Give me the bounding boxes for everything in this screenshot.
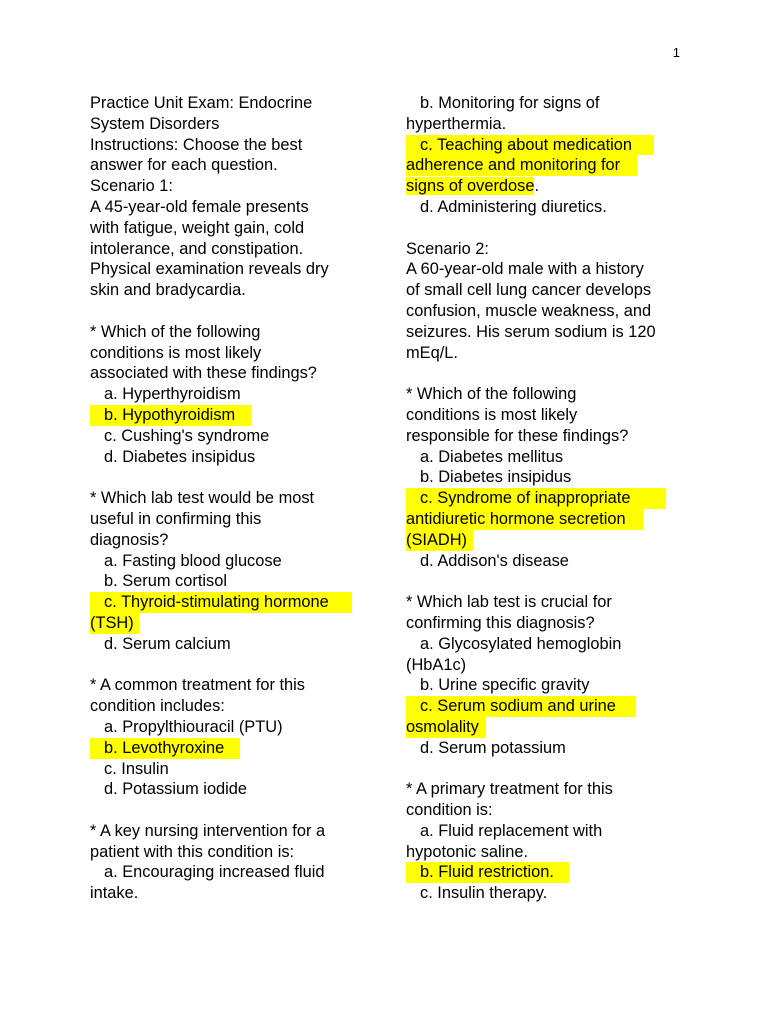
instructions-cont: answer for each question. bbox=[90, 156, 278, 175]
scenario-1-text: with fatigue, weight gain, cold bbox=[90, 218, 305, 237]
q4-option-c-highlighted-cont: adherence and monitoring for bbox=[406, 155, 637, 176]
q4-option-b-cont: hyperthermia. bbox=[406, 114, 507, 133]
q6-option-b: b. Urine specific gravity bbox=[420, 676, 590, 695]
question-1-stem: conditions is most likely bbox=[90, 343, 262, 362]
question-6-stem: confirming this diagnosis? bbox=[406, 613, 595, 632]
scenario-2-text: seizures. His serum sodium is 120 bbox=[406, 322, 656, 341]
q1-option-c: c. Cushing's syndrome bbox=[104, 426, 270, 445]
q1-option-d: d. Diabetes insipidus bbox=[104, 447, 256, 466]
q7-option-c: c. Insulin therapy. bbox=[420, 884, 548, 903]
scenario-1-label: Scenario 1: bbox=[90, 177, 173, 196]
question-5-stem: conditions is most likely bbox=[406, 405, 578, 424]
question-2-stem: useful in confirming this bbox=[90, 509, 262, 528]
q3-option-b-highlighted: b. Levothyroxine bbox=[90, 738, 240, 759]
q4-option-d: d. Administering diuretics. bbox=[420, 197, 607, 216]
q4-option-c-highlighted: c. Teaching about medication bbox=[406, 135, 654, 156]
question-4-stem: patient with this condition is: bbox=[90, 842, 295, 861]
q5-option-c-highlighted: c. Syndrome of inappropriate bbox=[406, 488, 666, 509]
q4-option-b: b. Monitoring for signs of bbox=[420, 94, 600, 112]
q5-option-a: a. Diabetes mellitus bbox=[420, 447, 564, 466]
scenario-1-text: intolerance, and constipation. bbox=[90, 239, 304, 258]
q6-option-a-cont: (HbA1c) bbox=[406, 655, 467, 674]
question-4-stem: * A key nursing intervention for a bbox=[90, 821, 326, 840]
q6-option-c-highlighted-cont: osmolality bbox=[406, 717, 486, 738]
scenario-1-text: Physical examination reveals dry bbox=[90, 260, 329, 279]
question-3-stem: condition includes: bbox=[90, 697, 225, 716]
q4-option-a-cont: intake. bbox=[90, 884, 139, 903]
q4-option-a: a. Encouraging increased fluid bbox=[104, 863, 325, 882]
question-2-stem: diagnosis? bbox=[90, 530, 169, 549]
q2-option-c-highlighted-cont: (TSH) bbox=[90, 613, 139, 634]
question-2-stem: * Which lab test would be most bbox=[90, 489, 315, 508]
left-column bbox=[90, 93, 370, 904]
instructions: Instructions: Choose the best bbox=[90, 135, 303, 154]
q2-option-c-highlighted: c. Thyroid-stimulating hormone bbox=[90, 592, 352, 613]
scenario-1-text: skin and bradycardia. bbox=[90, 281, 246, 300]
scenario-2-text: confusion, muscle weakness, and bbox=[406, 301, 652, 320]
q4-option-c-cont: signs of overdose. bbox=[406, 177, 540, 196]
q2-option-d: d. Serum calcium bbox=[104, 634, 231, 653]
q3-option-d: d. Potassium iodide bbox=[104, 780, 248, 799]
q5-option-d: d. Addison's disease bbox=[420, 551, 569, 570]
scenario-2-label: Scenario 2: bbox=[406, 239, 489, 258]
q7-option-a: a. Fluid replacement with bbox=[420, 821, 603, 840]
question-5-stem: responsible for these findings? bbox=[406, 426, 629, 445]
q3-option-c: c. Insulin bbox=[104, 759, 169, 778]
scenario-2-text: mEq/L. bbox=[406, 343, 458, 362]
question-7-stem: * A primary treatment for this bbox=[406, 780, 613, 799]
q5-option-c-highlighted-end: (SIADH) bbox=[406, 530, 473, 551]
right-column bbox=[406, 93, 686, 904]
q4-option-c-highlighted-end: signs of overdose bbox=[406, 177, 535, 196]
scenario-1-text: A 45-year-old female presents bbox=[90, 197, 309, 216]
question-7-stem: condition is: bbox=[406, 801, 493, 820]
q6-option-c-highlighted: c. Serum sodium and urine bbox=[406, 696, 636, 717]
question-3-stem: * A common treatment for this bbox=[90, 676, 305, 695]
q1-option-b-highlighted: b. Hypothyroidism bbox=[90, 405, 251, 426]
q5-option-c-highlighted-cont: antidiuretic hormone secretion bbox=[406, 509, 643, 530]
q2-option-a: a. Fasting blood glucose bbox=[104, 551, 282, 570]
question-5-stem: * Which of the following bbox=[406, 385, 577, 404]
q6-option-d: d. Serum potassium bbox=[420, 738, 566, 757]
exam-title: Practice Unit Exam: Endocrine bbox=[90, 94, 313, 112]
question-6-stem: * Which lab test is crucial for bbox=[406, 593, 612, 612]
question-1-stem: * Which of the following bbox=[90, 322, 261, 341]
scenario-2-text: of small cell lung cancer develops bbox=[406, 281, 652, 300]
q3-option-a: a. Propylthiouracil (PTU) bbox=[104, 717, 283, 736]
page-number: 1 bbox=[672, 45, 680, 60]
q7-option-b-highlighted: b. Fluid restriction. bbox=[406, 862, 569, 883]
question-1-stem: associated with these findings? bbox=[90, 364, 317, 383]
scenario-2-text: A 60-year-old male with a history bbox=[406, 260, 644, 279]
q7-option-a-cont: hypotonic saline. bbox=[406, 842, 529, 861]
q2-option-b: b. Serum cortisol bbox=[104, 572, 227, 591]
q6-option-a: a. Glycosylated hemoglobin bbox=[420, 634, 622, 653]
q1-option-a: a. Hyperthyroidism bbox=[104, 385, 241, 404]
q5-option-b: b. Diabetes insipidus bbox=[420, 468, 572, 487]
exam-title-cont: System Disorders bbox=[90, 114, 220, 133]
